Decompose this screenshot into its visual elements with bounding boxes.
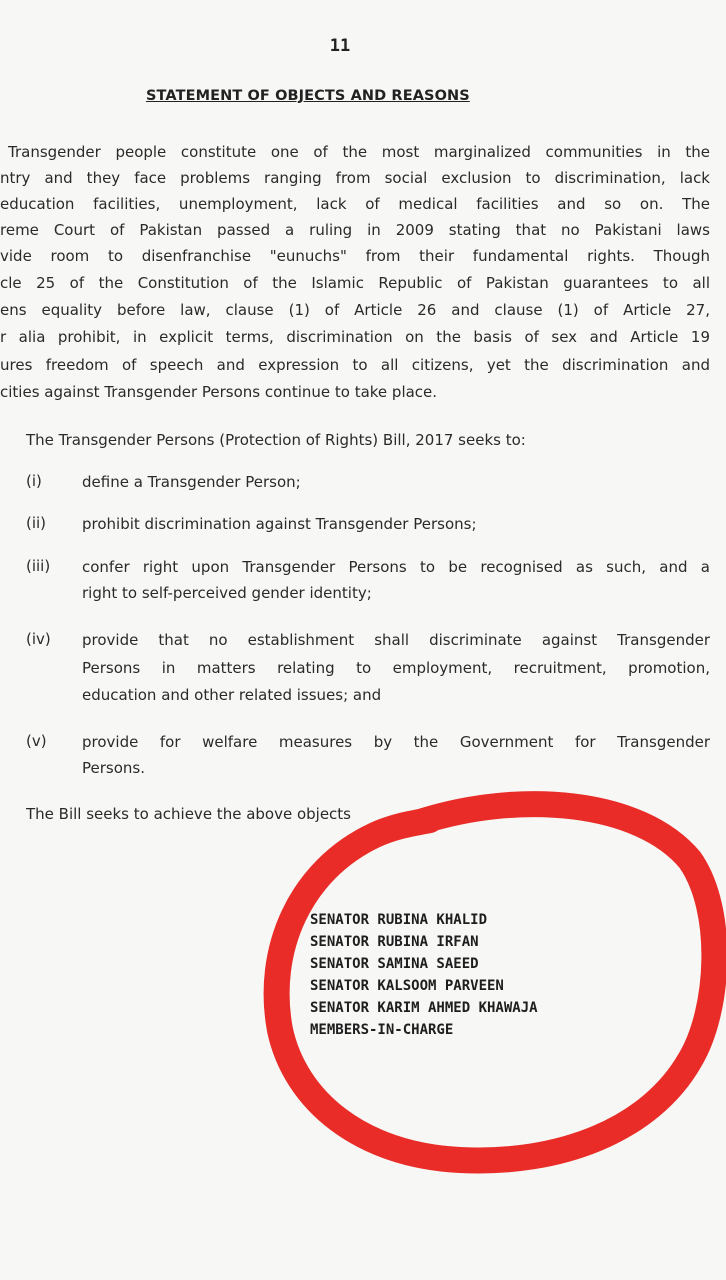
paragraph-line: cities against Transgender Persons continue to take place. xyxy=(0,383,438,401)
paragraph-line: ens equality before law, clause (1) of Article 26 and clause (1) of Article 27, xyxy=(0,301,710,319)
list-item-number: (iv) xyxy=(26,630,51,648)
page-number: 11 xyxy=(329,36,351,56)
list-item-text: Persons in matters relating to employment, recruitment, promotion, xyxy=(82,659,710,677)
list-item-number: (iii) xyxy=(26,557,51,575)
list-item-number: (v) xyxy=(26,732,47,750)
closing-statement: The Bill seeks to achieve the above objects xyxy=(26,805,351,823)
list-item-text: education and other related issues; and xyxy=(82,686,382,704)
list-item-text: prohibit discrimination against Transgender Persons; xyxy=(82,515,477,533)
list-item-text: define a Transgender Person; xyxy=(82,473,301,491)
signatory-name: SENATOR KALSOOM PARVEEN xyxy=(310,978,504,994)
members-in-charge-label: MEMBERS-IN-CHARGE xyxy=(310,1022,454,1038)
bill-intro: The Transgender Persons (Protection of Rights) Bill, 2017 seeks to: xyxy=(26,431,526,449)
paragraph-line: education facilities, unemployment, lack of medical facilities and so on. The xyxy=(0,195,710,213)
paragraph-line: ntry and they face problems ranging from social exclusion to discrimination, lack xyxy=(0,169,710,187)
list-item-text: confer right upon Transgender Persons to be recognised as such, and a xyxy=(82,558,710,576)
paragraph-line: ures freedom of speech and expression to all citizens, yet the discrimination and xyxy=(0,356,710,374)
list-item-text: provide that no establishment shall discriminate against Transgender xyxy=(82,631,710,649)
signatory-name: SENATOR RUBINA IRFAN xyxy=(310,934,479,950)
list-item-number: (ii) xyxy=(26,514,47,532)
paragraph-line: r alia prohibit, in explicit terms, discrimination on the basis of sex and Article 19 xyxy=(0,328,710,346)
list-item-text: provide for welfare measures by the Government for Transgender xyxy=(82,733,710,751)
paragraph-line: reme Court of Pakistan passed a ruling in 2009 stating that no Pakistani laws xyxy=(0,221,710,239)
signatory-name: SENATOR KARIM AHMED KHAWAJA xyxy=(310,1000,538,1016)
section-heading: STATEMENT OF OBJECTS AND REASONS xyxy=(146,88,470,104)
signatory-name: SENATOR RUBINA KHALID xyxy=(310,912,488,928)
paragraph-line: vide room to disenfranchise "eunuchs" from their fundamental rights. Though xyxy=(0,247,710,265)
list-item-number: (i) xyxy=(26,472,42,490)
paragraph-line: Transgender people constitute one of the most marginalized communities in the xyxy=(8,143,710,161)
paragraph-line: cle 25 of the Constitution of the Islamic Republic of Pakistan guarantees to all xyxy=(0,274,710,292)
list-item-text: right to self-perceived gender identity; xyxy=(82,584,372,602)
list-item-text: Persons. xyxy=(82,759,145,777)
signatory-name: SENATOR SAMINA SAEED xyxy=(310,956,479,972)
